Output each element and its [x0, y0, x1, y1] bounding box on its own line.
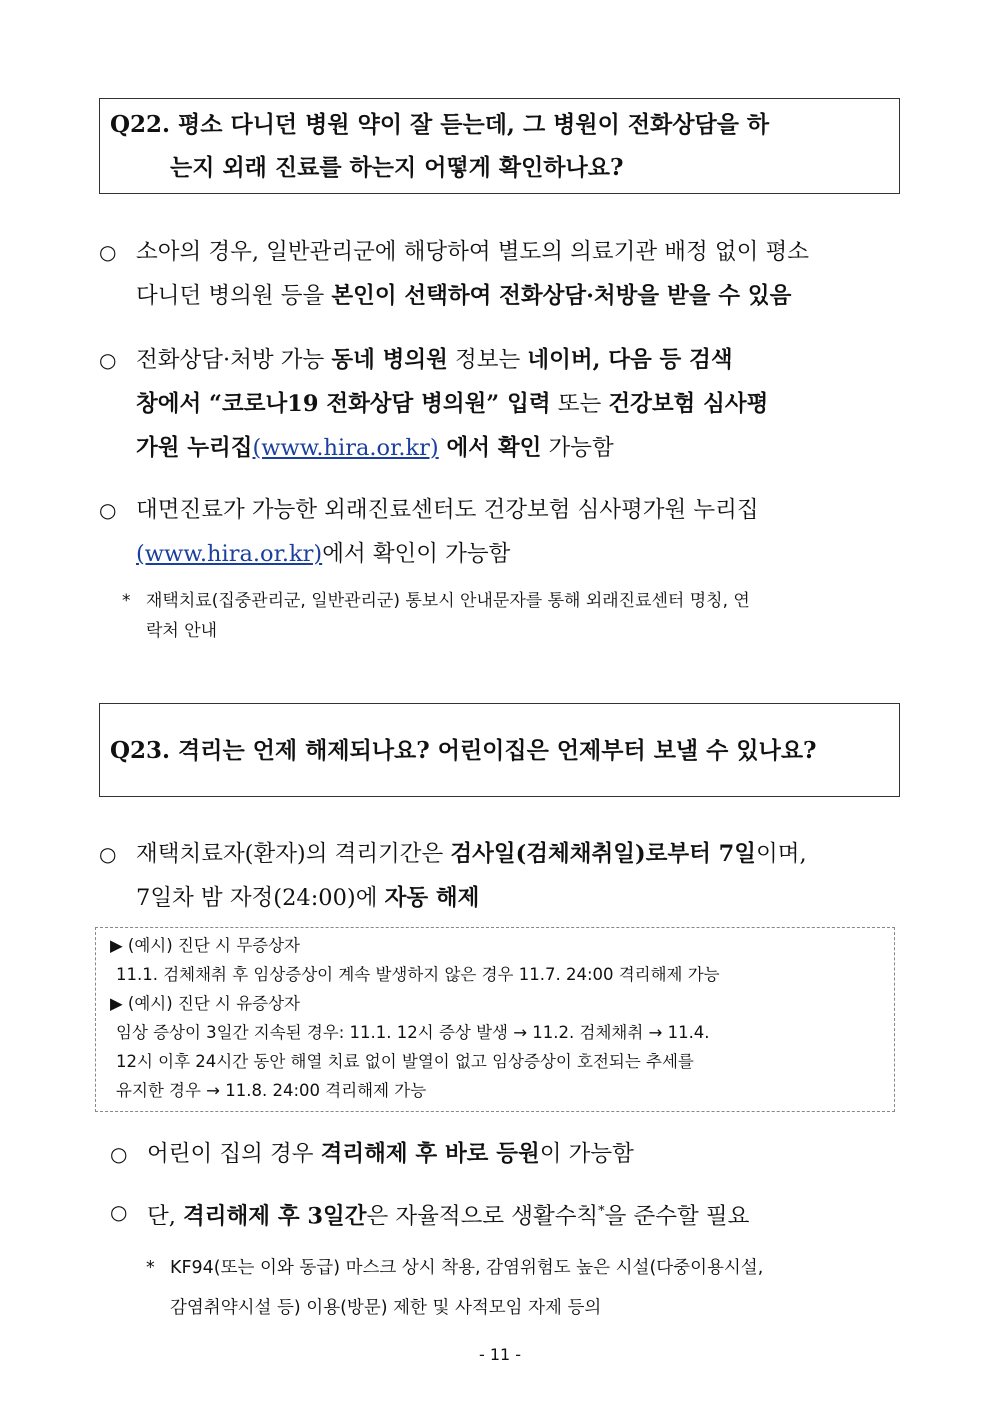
answer-line: 단, 격리해제 후 3일간은 자율적으로 생활수칙*을 준수할 필요 [147, 1203, 750, 1230]
circle-bullet-icon: ○ [99, 498, 117, 522]
answer-line: 가원 누리집(www.hira.or.kr) 에서 확인 가능함 [136, 435, 614, 461]
answer-line: 전화상담·처방 가능 동네 병의원 정보는 네이버, 다음 등 검색 [136, 347, 733, 373]
q22-answer-3 [99, 488, 905, 576]
footnote-line: 감염취약시설 등) 이용(방문) 제한 및 사적모임 자제 등의 [170, 1298, 602, 1318]
answer-line: 소아의 경우, 일반관리군에 해당하여 별도의 의료기관 배정 없이 평소 [136, 239, 809, 265]
answer-line: (www.hira.or.kr)에서 확인이 가능함 [136, 541, 511, 567]
q22-footnote [122, 586, 907, 646]
example-text: 11.1. 검체채취 후 임상증상이 계속 발생하지 않은 경우 11.7. 24:00 격리해제 가능 [116, 965, 720, 984]
answer-line: 어린이 집의 경우 격리해제 후 바로 등원이 가능함 [147, 1141, 634, 1167]
question-22-box [99, 98, 900, 194]
circle-bullet-icon: ○ [110, 1200, 128, 1224]
circle-bullet-icon: ○ [110, 1142, 128, 1166]
page-number: - 11 - [478, 1345, 522, 1364]
answer-line: 창에서 “코로나19 전화상담 병의원” 입력 또는 건강보험 심사평 [136, 391, 769, 417]
answer-line: 다니던 병의원 등을 본인이 선택하여 전화상담·처방을 받을 수 있음 [136, 283, 792, 309]
example-heading: ▶ (예시) 진단 시 유증상자 [110, 994, 300, 1013]
asterisk: * [122, 591, 131, 611]
asterisk: * [146, 1258, 155, 1278]
q23-answer-1 [99, 832, 905, 920]
q22-answer-1 [99, 230, 905, 318]
example-box [95, 927, 895, 1112]
circle-bullet-icon: ○ [99, 842, 117, 866]
question-22-line1: Q22. 평소 다니던 병원 약이 잘 듣는데, 그 병원이 전화상담을 하 [110, 111, 770, 138]
footnote-line: 재택치료(집중관리군, 일반관리군) 통보시 안내문자를 통해 외래진료센터 명칭, 연 [146, 591, 750, 611]
example-heading: ▶ (예시) 진단 시 무증상자 [110, 936, 300, 955]
q22-answer-2 [99, 338, 905, 470]
question-23-box [99, 703, 900, 797]
circle-bullet-icon: ○ [99, 240, 117, 264]
q23-footnote [146, 1248, 931, 1328]
question-23-line1: Q23. 격리는 언제 해제되나요? 어린이집은 언제부터 보낼 수 있나요? [110, 737, 817, 764]
answer-line: 대면진료가 가능한 외래진료센터도 건강보험 심사평가원 누리집 [136, 497, 759, 523]
answer-line: 재택치료자(환자)의 격리기간은 검사일(검체채취일)로부터 7일이며, [136, 841, 807, 867]
example-text: 유지한 경우 → 11.8. 24:00 격리해제 가능 [116, 1081, 427, 1100]
hira-link[interactable]: (www.hira.or.kr) [136, 541, 323, 567]
hira-link[interactable]: (www.hira.or.kr) [252, 435, 439, 461]
q23-answer-3 [110, 1190, 916, 1239]
q23-answer-2 [110, 1132, 916, 1176]
example-text: 12시 이후 24시간 동안 해열 치료 없이 발열이 없고 임상증상이 호전되는 추세를 [116, 1052, 694, 1071]
answer-line: 7일차 밤 자정(24:00)에 자동 해제 [136, 885, 480, 911]
footnote-line: 락처 안내 [146, 621, 218, 641]
question-22-line2: 는지 외래 진료를 하는지 어떻게 확인하나요? [170, 154, 624, 181]
footnote-line: KF94(또는 이와 동급) 마스크 상시 착용, 감염위험도 높은 시설(다중이용시설, [170, 1258, 764, 1278]
circle-bullet-icon: ○ [99, 348, 117, 372]
example-text: 임상 증상이 3일간 지속된 경우: 11.1. 12시 증상 발생 → 11.2. 검체채취 → 11.4. [116, 1023, 710, 1042]
